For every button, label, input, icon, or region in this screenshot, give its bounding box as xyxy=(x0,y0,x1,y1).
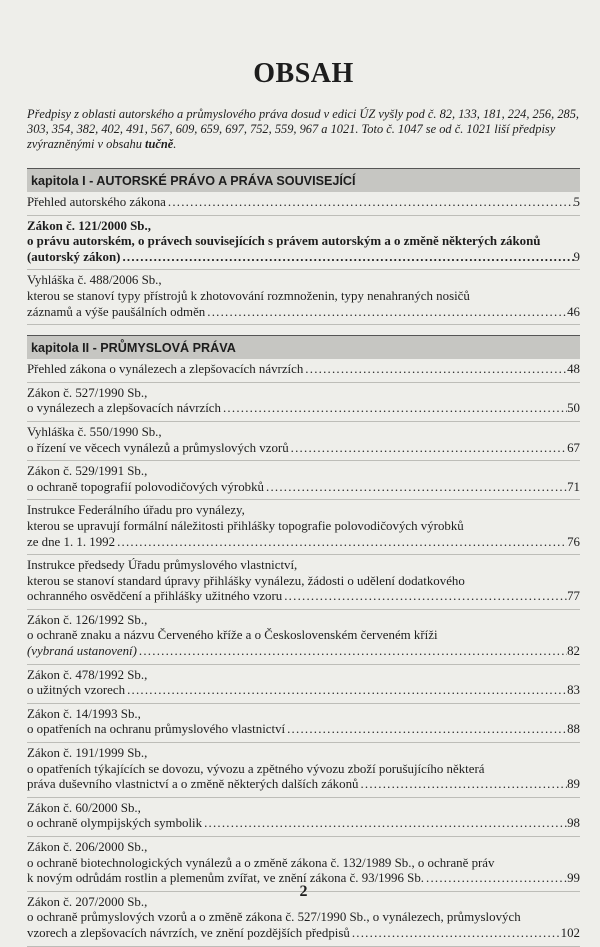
toc-entry[interactable] xyxy=(27,383,580,422)
toc-entry-text: o řízení ve věcech vynálezů a průmyslových vzorů xyxy=(27,440,289,455)
toc-entry-text: o opatřeních na ochranu průmyslového vlastnictví xyxy=(27,722,286,737)
toc-entry-last-line xyxy=(27,401,580,417)
toc-entry[interactable] xyxy=(27,216,580,271)
intro-paragraph xyxy=(27,107,580,152)
document-page xyxy=(27,0,580,938)
dot-leader xyxy=(137,644,567,660)
toc-page-number: 98 xyxy=(567,816,580,831)
toc-page-number: 82 xyxy=(567,644,580,659)
toc-entry-text: o ochraně topografií polovodičových výrobků xyxy=(27,479,264,494)
toc-entry-line: Instrukce předsedy Úřadu průmyslového vlastnictví, xyxy=(27,558,298,573)
toc-entry-last-line xyxy=(27,250,580,266)
toc-entry-text: k novým odrůdám rostlin a plemenům zvířat, ve znění zákona č. 93/1996 Sb. xyxy=(27,871,425,886)
toc-entry-line: Zákon č. 207/2000 Sb., xyxy=(27,894,148,909)
toc-entry-text: (vybraná ustanovení) xyxy=(27,644,137,659)
toc-entry-last-line xyxy=(27,195,580,211)
toc-entry-line: o opatřeních týkajících se dovozu, vývozu a zpětného vývozu zboží porušujícího některá xyxy=(27,761,485,776)
toc-entry-line: Zákon č. 478/1992 Sb., xyxy=(27,667,148,682)
toc-entry-last-line xyxy=(27,441,580,457)
toc-entry-text: (autorský zákon) xyxy=(27,249,121,264)
toc-page-number: 50 xyxy=(567,401,580,416)
toc-entry[interactable] xyxy=(27,270,580,325)
toc-entry[interactable] xyxy=(27,610,580,665)
toc-entry[interactable] xyxy=(27,500,580,555)
toc-page-number: 46 xyxy=(567,304,580,319)
dot-leader xyxy=(202,816,567,832)
dot-leader xyxy=(289,441,567,457)
dot-leader xyxy=(303,362,567,378)
toc-entry-text: záznamů a výše paušálních odměn xyxy=(27,304,206,319)
toc-entry-last-line xyxy=(27,683,580,699)
dot-leader xyxy=(205,305,567,321)
dot-leader xyxy=(285,722,567,738)
toc-entry-line: o ochraně znaku a názvu Červeného kříže a o Československém červeném kříži xyxy=(27,628,438,643)
toc-page-number: 89 xyxy=(567,777,580,792)
toc-entry-line: Zákon č. 14/1993 Sb., xyxy=(27,706,141,721)
toc-page-number: 67 xyxy=(567,440,580,455)
toc-entry-last-line xyxy=(27,589,580,605)
toc-entry-line: Zákon č. 121/2000 Sb., xyxy=(27,218,151,233)
toc-entry[interactable] xyxy=(27,798,580,837)
toc-entry-text: o ochraně olympijských symbolik xyxy=(27,816,203,831)
toc-entry-last-line xyxy=(27,926,580,942)
toc-entry-text: o užitných vzorech xyxy=(27,683,126,698)
toc-entry-line: Zákon č. 60/2000 Sb., xyxy=(27,800,141,815)
dot-leader xyxy=(350,926,561,942)
toc-page-number: 83 xyxy=(567,683,580,698)
toc-entry[interactable] xyxy=(27,743,580,798)
toc-entry-line: o ochraně průmyslových vzorů a o změně zákona č. 527/1990 Sb., o vynálezech, průmyslových xyxy=(27,910,521,925)
toc-entry-last-line xyxy=(27,644,580,660)
toc-entry[interactable] xyxy=(27,555,580,610)
toc-page-number: 9 xyxy=(573,249,580,264)
toc-entry[interactable] xyxy=(27,665,580,704)
table-of-contents xyxy=(27,168,580,947)
toc-entry-line: Zákon č. 191/1999 Sb., xyxy=(27,746,148,761)
toc-page-number: 71 xyxy=(567,479,580,494)
toc-page-number: 76 xyxy=(567,534,580,549)
dot-leader xyxy=(264,480,567,496)
intro-bold: tučně xyxy=(145,137,174,151)
toc-page-number: 48 xyxy=(567,362,580,377)
toc-entry-text: Přehled zákona o vynálezech a zlepšovacích návrzích xyxy=(27,362,304,377)
toc-entry-line: Zákon č. 529/1991 Sb., xyxy=(27,464,148,479)
toc-entry-text: o vynálezech a zlepšovacích návrzích xyxy=(27,401,221,416)
toc-entry-line: Zákon č. 206/2000 Sb., xyxy=(27,840,148,854)
toc-page-number: 5 xyxy=(573,195,580,209)
dot-leader xyxy=(358,777,567,793)
toc-entry[interactable] xyxy=(27,422,580,461)
toc-entry[interactable] xyxy=(27,192,580,216)
toc-entry-last-line xyxy=(27,480,580,496)
toc-entry-text: ochranného osvědčení a přihlášky užitného vzoru xyxy=(27,589,283,604)
toc-entry-line: Zákon č. 126/1992 Sb., xyxy=(27,612,148,627)
toc-entry-line: Vyhláška č. 550/1990 Sb., xyxy=(27,424,162,439)
toc-entry-text: práva duševního vlastnictví a o změně některých dalších zákonů xyxy=(27,777,359,792)
chapter-heading: kapitola I - AUTORSKÉ PRÁVO A PRÁVA SOUVISEJÍCÍ xyxy=(27,168,580,192)
dot-leader xyxy=(125,683,567,699)
dot-leader xyxy=(282,589,567,605)
toc-entry-line: Vyhláška č. 488/2006 Sb., xyxy=(27,273,162,288)
toc-entry-last-line xyxy=(27,362,580,378)
dot-leader xyxy=(221,401,567,417)
dot-leader xyxy=(166,195,574,211)
page-title: OBSAH xyxy=(253,58,354,89)
toc-page-number: 77 xyxy=(567,589,580,604)
toc-entry-text: Přehled autorského zákona xyxy=(27,195,166,209)
intro-end: . xyxy=(173,137,177,151)
dot-leader xyxy=(120,250,573,266)
toc-entry-line: kterou se upravují formální náležitosti přihlášky topografie polovodičových výrobků xyxy=(27,518,464,533)
toc-entry[interactable] xyxy=(27,359,580,383)
toc-entry-line: Zákon č. 527/1990 Sb., xyxy=(27,385,148,400)
toc-entry-text: ze dne 1. 1. 1992 xyxy=(27,534,116,549)
toc-entry-last-line xyxy=(27,305,580,321)
toc-entry-last-line xyxy=(27,535,580,551)
page-number: 2 xyxy=(299,883,308,900)
toc-entry-last-line xyxy=(27,777,580,793)
toc-entry-line: kterou se stanoví typy přístrojů k zhotovování rozmnoženin, typy nenahraných nosičů xyxy=(27,288,470,303)
toc-entry-last-line xyxy=(27,722,580,738)
toc-page-number: 99 xyxy=(567,871,580,886)
toc-entry-text: vzorech a zlepšovacích návrzích, ve znění pozdějších předpisů xyxy=(27,925,350,940)
toc-entry-line: o ochraně biotechnologických vynálezů a o změně zákona č. 132/1989 Sb., o ochraně práv xyxy=(27,855,495,870)
dot-leader xyxy=(115,535,567,551)
toc-entry[interactable] xyxy=(27,461,580,500)
chapter-heading: kapitola II - PRŮMYSLOVÁ PRÁVA xyxy=(27,335,580,359)
toc-entry-line: Instrukce Federálního úřadu pro vynálezy, xyxy=(27,503,245,518)
toc-entry-line: kterou se stanoví standard úpravy přihlášky vynálezu, žádosti o udělení dodatkového xyxy=(27,573,465,588)
toc-page-number: 102 xyxy=(560,925,580,940)
toc-page-number: 88 xyxy=(567,722,580,737)
toc-entry-last-line xyxy=(27,816,580,832)
intro-text: Předpisy z oblasti autorského a průmyslového práva dosud v edici ÚZ vyšly pod č. 82, 133, 181, 224, 256, 285, 303, 354, 382, 402, 491, 567, 609, 659, 697, 752, 559, 967 a 1021. Toto č. 1047 se od č. 1021 liší předpisy zvýrazněnými v obsahu xyxy=(27,107,580,151)
toc-entry[interactable] xyxy=(27,704,580,743)
toc-entry-line: o právu autorském, o právech souvisejících s právem autorským a o změně některých zákonů xyxy=(27,234,541,249)
